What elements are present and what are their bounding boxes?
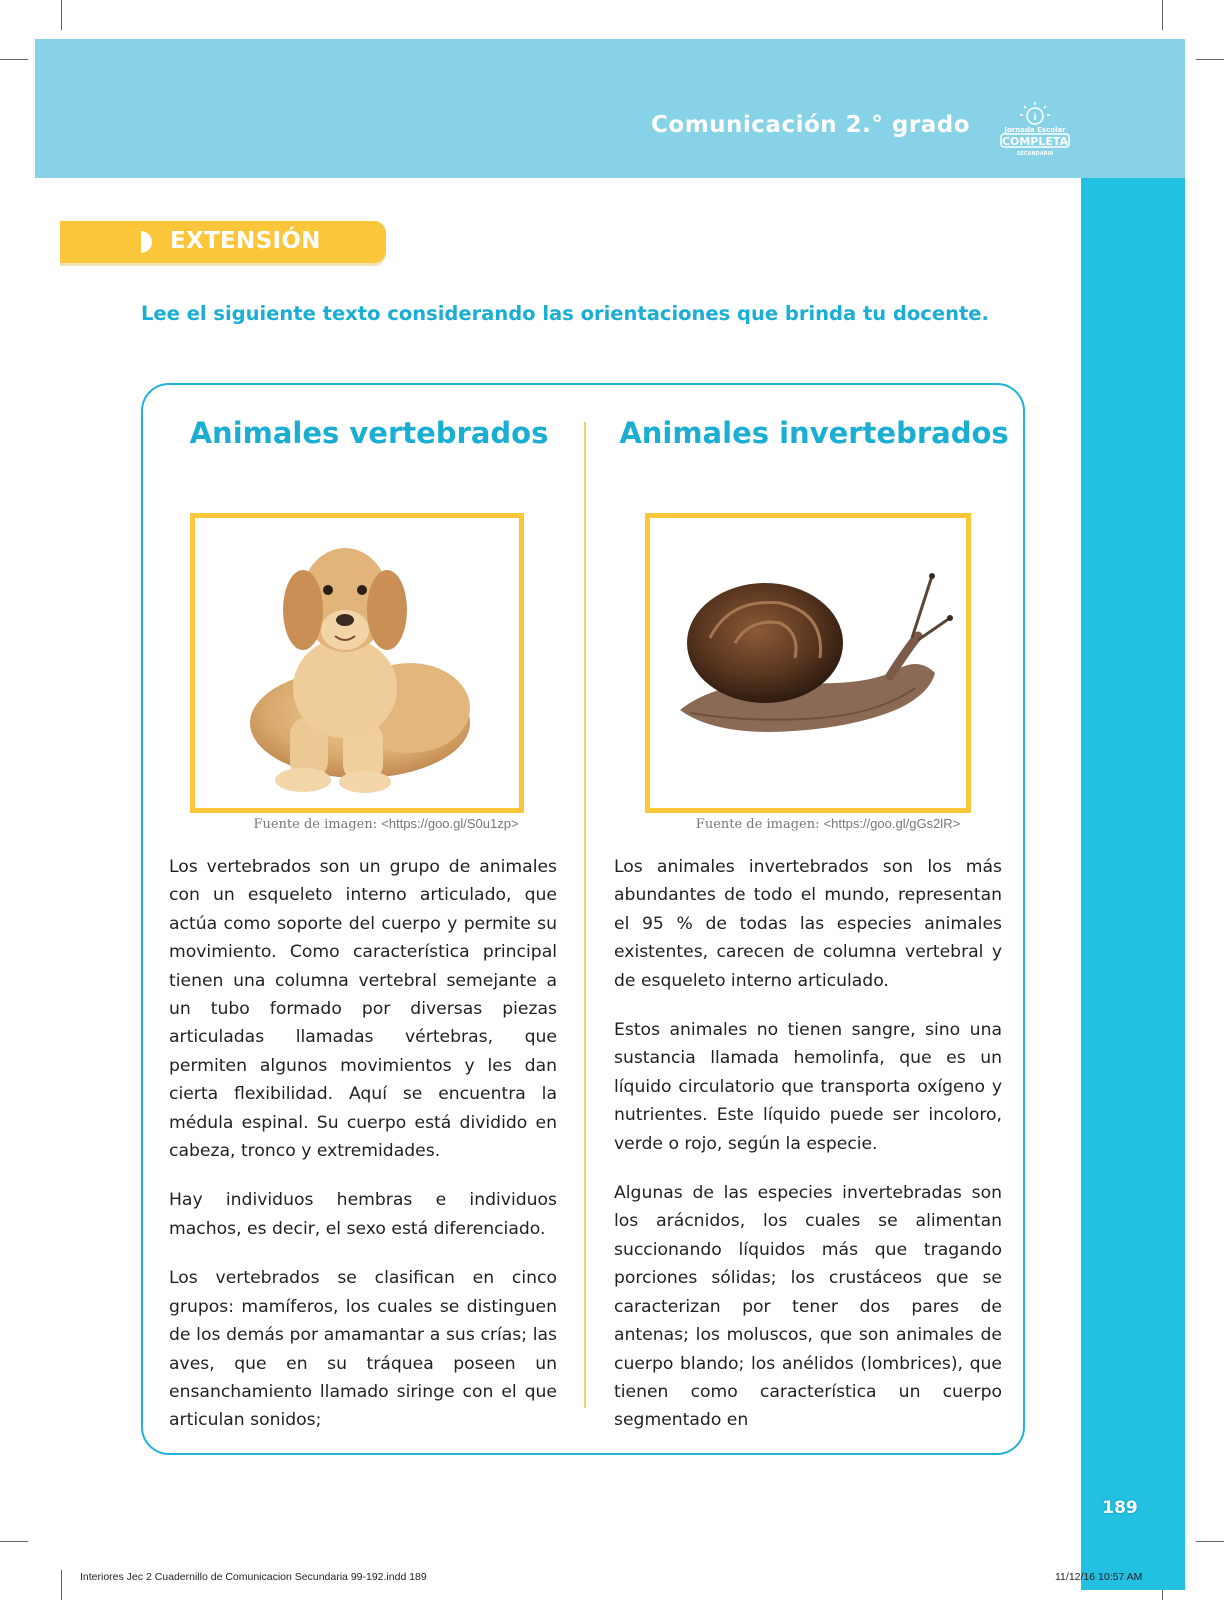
right-caption-url: <https://goo.gl/gGs2lR>	[823, 816, 961, 831]
crop-mark	[61, 1570, 62, 1600]
left-caption-prefix: Fuente de imagen:	[253, 817, 382, 832]
snail-photo	[650, 518, 966, 808]
logo-text-top: Jornada Escolar	[1004, 126, 1066, 134]
footer-file: Interiores Jec 2 Cuadernillo de Comunicacion Secundaria 99-192.indd 189	[80, 1571, 427, 1583]
svg-text:i: i	[1033, 113, 1037, 123]
header-title: Comunicación 2.° grado	[651, 112, 970, 138]
logo-text-bottom: SECUNDARIA	[1016, 151, 1054, 157]
tab-semicircle-icon	[141, 231, 152, 253]
column-divider	[584, 422, 586, 1408]
right-paragraph: Los animales invertebrados son los más abundantes de todo el mundo, representan el 95 % de todas las especies animales existentes, carecen de columna vertebral y de esqueleto interno articulado.	[614, 857, 1002, 991]
left-paragraph: Hay individuos hembras e individuos machos, es decir, el sexo está diferenciado.	[169, 1190, 557, 1239]
right-caption	[628, 816, 1028, 832]
jornada-escolar-logo	[995, 100, 1075, 162]
left-paragraph: Los vertebrados son un grupo de animales con un esqueleto interno articulado, que actúa como soporte del cuerpo y permite su movimiento. Como característica principal tienen una columna vertebral semejante a un tubo formado por diversas piezas articuladas llamadas vértebras, que permiten algunos movimientos y les dan cierta flexibilidad. Aquí se encuentra la médula espinal. Su cuerpo está dividido en cabeza, tronco y extremidades.	[169, 857, 557, 1162]
right-body	[614, 853, 1002, 1456]
crop-mark	[1162, 0, 1163, 30]
footer-datetime: 11/12/16 10:57 AM	[1055, 1571, 1143, 1583]
side-band	[1081, 178, 1185, 1590]
left-paragraph: Los vertebrados se clasifican en cinco grupos: mamíferos, los cuales se distinguen de los demás por amamantar a sus crías; las aves, que en su tráquea poseen un ensanchamiento llamado siringe con el que articulan sonidos;	[169, 1268, 557, 1431]
crop-mark	[1196, 59, 1224, 60]
section-label: EXTENSIÓN	[170, 228, 321, 254]
dog-photo	[195, 518, 519, 808]
instruction: Lee el siguiente texto considerando las orientaciones que brinda tu docente.	[141, 302, 989, 325]
logo-text-main: COMPLETA	[1001, 135, 1069, 148]
right-title: Animales invertebrados	[619, 416, 1009, 450]
left-caption-url: <https://goo.gl/S0u1zp>	[381, 816, 519, 831]
section-tab	[60, 221, 386, 263]
crop-mark	[1196, 1541, 1224, 1542]
crop-mark	[0, 59, 28, 60]
right-paragraph: Algunas de las especies invertebradas son los arácnidos, los cuales se alimentan succionando líquidos más que tragando porciones sólidas; los crustáceos que se caracterizan por tener dos pares de antenas; los moluscos, que son animales de cuerpo blando; los anélidos (lombrices), que tienen como característica un cuerpo segmentado en	[614, 1183, 1002, 1431]
page-number: 189	[1102, 1498, 1138, 1518]
right-caption-prefix: Fuente de imagen:	[695, 817, 824, 832]
right-paragraph: Estos animales no tienen sangre, sino una sustancia llamada hemolinfa, que es un líquido circulatorio que transporta oxígeno y nutrientes. Este líquido puede ser incoloro, verde o rojo, según la especie.	[614, 1020, 1002, 1154]
left-body	[169, 853, 557, 1456]
crop-mark	[61, 0, 62, 30]
snail-photo-frame	[645, 513, 971, 813]
left-title: Animales vertebrados	[189, 416, 549, 450]
crop-mark	[0, 1541, 28, 1542]
left-caption	[186, 816, 586, 832]
dog-photo-frame	[190, 513, 524, 813]
